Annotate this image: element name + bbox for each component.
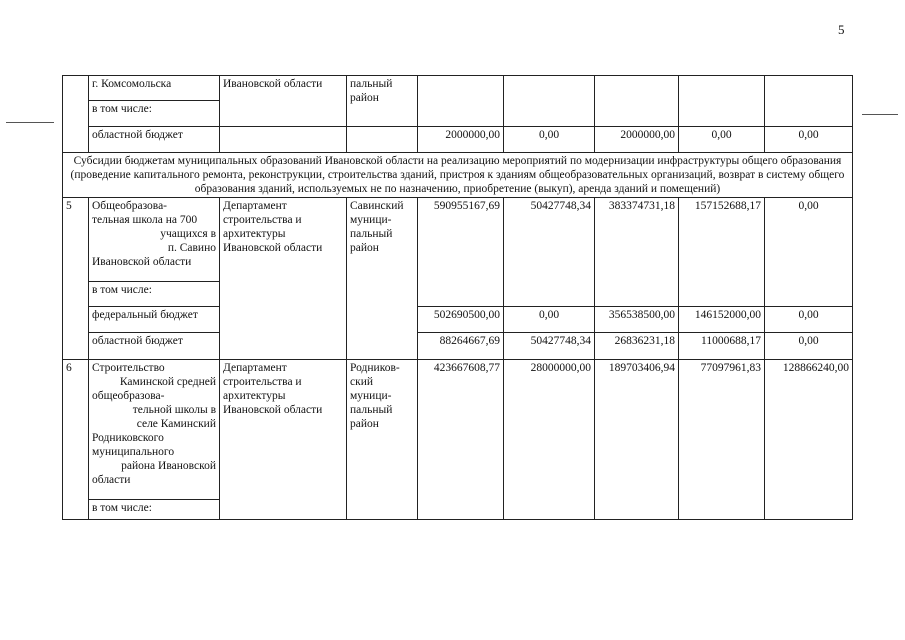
customer-cell	[220, 198, 347, 360]
including-label: в том числе:	[89, 282, 220, 307]
object-line: Родниковского	[92, 432, 164, 444]
district-cell	[347, 360, 418, 520]
total-value: 189703406,94	[595, 360, 679, 520]
right-margin-mark	[862, 114, 898, 115]
regional-value: 26836231,18	[595, 333, 679, 360]
total-value: 383374731,18	[595, 198, 679, 307]
section-title: Субсидии бюджетам муниципальных образований Ивановской области на реализацию мероприятий по модернизации инфраструктуры общего образования (проведение капитального ремонта, реконструкции, строительства зданий, пристроя к зданиям общеобразовательных организаций, возврат в систему общего образования зданий, используемых не по назначению, приобретение (выкуп), аренда зданий и помещений)	[63, 153, 853, 198]
total-value: 77097961,83	[679, 360, 765, 520]
empty-value-cell	[765, 76, 853, 127]
empty-value-cell	[504, 76, 595, 127]
object-name-cell	[89, 360, 220, 500]
object-line: Общеобразова-	[92, 200, 168, 212]
total-value: 0,00	[765, 198, 853, 307]
regional-value: 88264667,69	[418, 333, 504, 360]
customer-cell	[220, 360, 347, 520]
total-value: 590955167,69	[418, 198, 504, 307]
federal-value: 356538500,00	[595, 307, 679, 333]
customer-line: строительства и	[223, 214, 302, 226]
table-row	[63, 127, 853, 153]
empty-value-cell	[679, 76, 765, 127]
total-value: 157152688,17	[679, 198, 765, 307]
index-cell	[63, 76, 89, 153]
section-row	[63, 153, 853, 198]
district-line: ский	[350, 376, 373, 388]
blank-cell	[347, 127, 418, 153]
object-line: селе Каминский	[136, 418, 216, 430]
customer-line: Ивановской области	[223, 242, 323, 254]
total-value: 28000000,00	[504, 360, 595, 520]
regional-value: 0,00	[765, 333, 853, 360]
district-line: муници-	[350, 390, 392, 402]
item-index: 5	[63, 198, 89, 360]
value-cell: 2000000,00	[418, 127, 504, 153]
including-label: в том числе:	[89, 500, 220, 520]
object-name-cell	[89, 198, 220, 282]
customer-cell	[220, 76, 347, 127]
empty-value-cell	[595, 76, 679, 127]
object-line: Строительство	[92, 362, 165, 374]
district-line: район	[350, 418, 379, 430]
object-line: тельной школы в	[132, 404, 216, 416]
total-value: 50427748,34	[504, 198, 595, 307]
object-line: района Ивановской	[121, 460, 216, 472]
customer-line: строительства и	[223, 376, 302, 388]
regional-budget-label: областной бюджет	[89, 333, 220, 360]
district-line: пальный	[350, 228, 393, 240]
item-index: 6	[63, 360, 89, 520]
financing-table	[62, 75, 853, 520]
object-line: муниципального	[92, 446, 175, 458]
total-value: 128866240,00	[765, 360, 853, 520]
district-line: Родников-	[350, 362, 400, 374]
district-line: муници-	[350, 214, 392, 226]
total-value: 423667608,77	[418, 360, 504, 520]
object-line: общеобразова-	[92, 390, 165, 402]
value-cell: 2000000,00	[595, 127, 679, 153]
table-row	[63, 360, 853, 500]
district-line: район	[350, 242, 379, 254]
object-line: п. Савино	[167, 242, 216, 254]
object-line: учащихся в	[160, 228, 216, 240]
table-row	[63, 76, 853, 101]
district-cell	[347, 198, 418, 360]
object-line: Ивановской области	[92, 256, 192, 268]
federal-value: 0,00	[504, 307, 595, 333]
customer-line: Департамент	[223, 362, 287, 374]
customer-text: Ивановской области	[223, 78, 323, 90]
blank-cell	[220, 127, 347, 153]
value-cell: 0,00	[765, 127, 853, 153]
empty-value-cell	[418, 76, 504, 127]
customer-line: архитектуры	[223, 228, 286, 240]
customer-line: архитектуры	[223, 390, 286, 402]
federal-value: 502690500,00	[418, 307, 504, 333]
object-line: тельная школа на 700	[92, 214, 198, 226]
table-row	[63, 198, 853, 282]
table-row	[63, 307, 853, 333]
regional-value: 50427748,34	[504, 333, 595, 360]
district-line: пальный	[350, 404, 393, 416]
customer-line: Департамент	[223, 200, 287, 212]
regional-budget-label: областной бюджет	[89, 127, 220, 153]
including-label: в том числе:	[89, 101, 220, 127]
value-cell: 0,00	[679, 127, 765, 153]
value-cell: 0,00	[504, 127, 595, 153]
table-row	[63, 333, 853, 360]
page-number: 5	[838, 22, 845, 37]
object-line: Каминской средней	[119, 376, 216, 388]
regional-value: 11000688,17	[679, 333, 765, 360]
customer-line: Ивановской области	[223, 404, 323, 416]
object-name-cell: г. Комсомольска	[89, 76, 220, 101]
district-line: Савинский	[350, 200, 404, 212]
left-margin-mark	[6, 122, 54, 123]
district-cell: пальный район	[347, 76, 418, 127]
federal-value: 146152000,00	[679, 307, 765, 333]
object-line: области	[92, 474, 131, 486]
federal-budget-label: федеральный бюджет	[89, 307, 220, 333]
federal-value: 0,00	[765, 307, 853, 333]
